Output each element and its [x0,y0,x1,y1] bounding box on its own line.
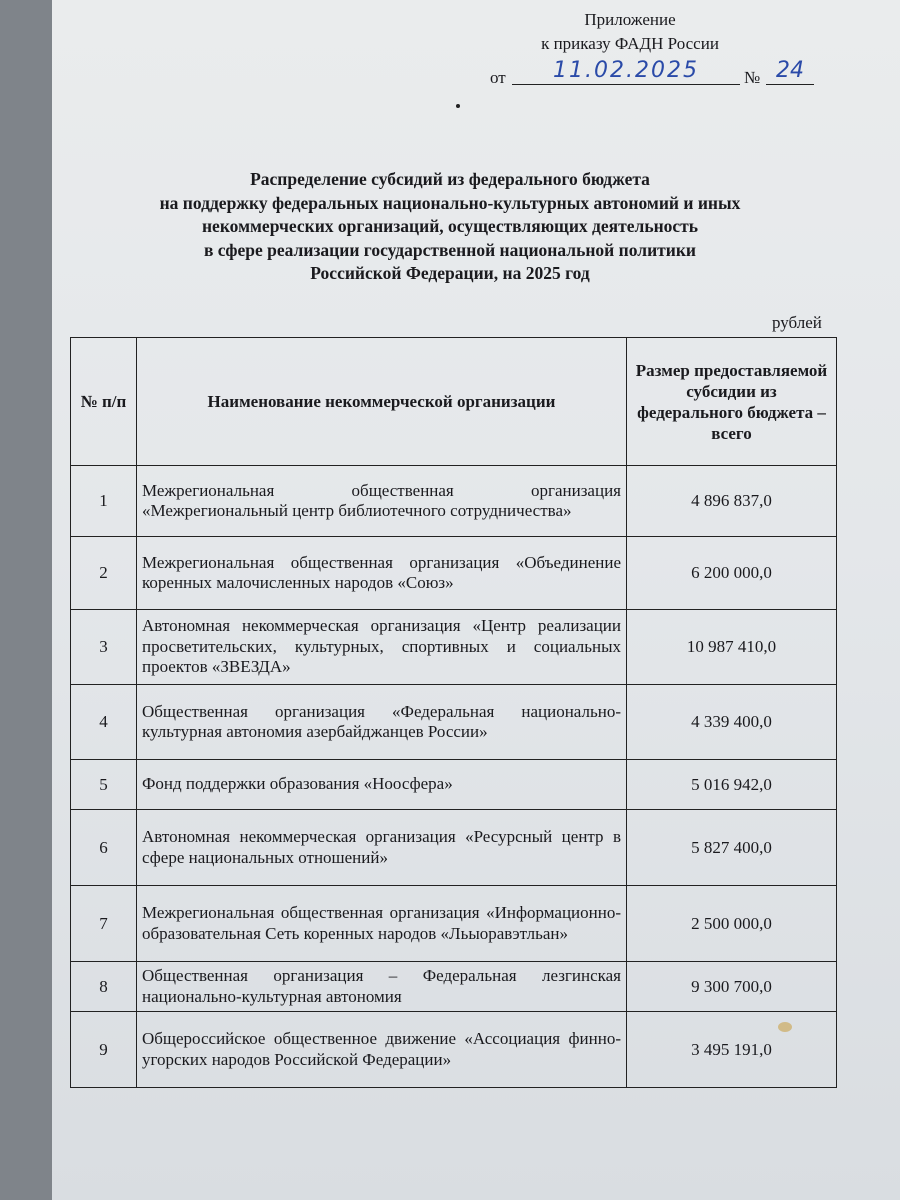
row-number: 3 [71,610,137,685]
order-date: 11.02.2025 [512,58,740,85]
dot-mark [456,104,460,108]
table-row [71,537,837,610]
org-name: Общественная организация «Федеральная национально-культурная автономия азербайджанцев России» [137,685,627,760]
header-org-name: Наименование некоммерческой организации [137,338,627,466]
org-name: Автономная некоммерческая организация «Центр реализации просветительских, культурных, спортивных и социальных проектов «ЗВЕЗДА» [137,610,627,685]
subsidy-amount: 10 987 410,0 [627,610,837,685]
subsidy-table [70,337,837,1088]
table-row [71,760,837,810]
table-row [71,886,837,962]
appendix-label: Приложение [584,10,676,29]
title-line-2: на поддержку федеральных национально-культурных автономий и иных [159,192,741,213]
table-row [71,1012,837,1088]
org-name: Общероссийское общественное движение «Ассоциация финно-угорских народов Российской Федерации» [137,1012,627,1088]
row-number: 4 [71,685,137,760]
subsidy-amount: 4 339 400,0 [627,685,837,760]
org-name: Общественная организация – Федеральная лезгинская национально-культурная автономия [137,962,627,1012]
order-reference: к приказу ФАДН России [541,34,719,53]
org-name: Межрегиональная общественная организация «Объединение коренных малочисленных народов «Союз» [137,537,627,610]
table-row [71,685,837,760]
row-number: 9 [71,1012,137,1088]
title-line-5: Российской Федерации, на 2025 год [310,263,590,283]
table-row [71,610,837,685]
org-name: Фонд поддержки образования «Ноосфера» [137,760,627,810]
row-number: 1 [71,466,137,537]
row-number: 6 [71,810,137,886]
header-number: № п/п [71,338,137,466]
row-number: 8 [71,962,137,1012]
date-prefix: от [490,68,506,87]
table-header-row [71,338,837,466]
ink-mark [778,1022,792,1032]
subsidy-amount: 3 495 191,0 [627,1012,837,1088]
number-prefix: № [744,68,761,87]
title-line-4: в сфере реализации государственной национальной политики [203,239,696,260]
row-number: 7 [71,886,137,962]
org-name: Межрегиональная общественная организация «Информационно-образовательная Сеть коренных народов «Льыоравэтльан» [137,886,627,962]
org-name: Автономная некоммерческая организация «Ресурсный центр в сфере национальных отношений» [137,810,627,886]
subsidy-amount: 5 827 400,0 [627,810,837,886]
order-date-line [490,58,830,88]
title-line-3: некоммерческих организаций, осуществляющих деятельность [201,216,699,236]
table-row [71,466,837,537]
org-name: Межрегиональная общественная организация «Межрегиональный центр библиотечного сотрудничества» [137,466,627,537]
appendix-header [440,8,820,56]
order-number: 24 [766,58,814,85]
table-row [71,962,837,1012]
header-amount: Размер предоставляемой субсидии из федерального бюджета – всего [627,338,837,466]
title-line-1: Распределение субсидий из федерального бюджета [250,169,650,189]
row-number: 5 [71,760,137,810]
row-number: 2 [71,537,137,610]
table-row [71,810,837,886]
currency-unit: рублей [772,313,822,332]
subsidy-amount: 2 500 000,0 [627,886,837,962]
subsidy-amount: 6 200 000,0 [627,537,837,610]
subsidy-amount: 4 896 837,0 [627,466,837,537]
document-title [60,168,840,286]
subsidy-amount: 5 016 942,0 [627,760,837,810]
subsidy-amount: 9 300 700,0 [627,962,837,1012]
